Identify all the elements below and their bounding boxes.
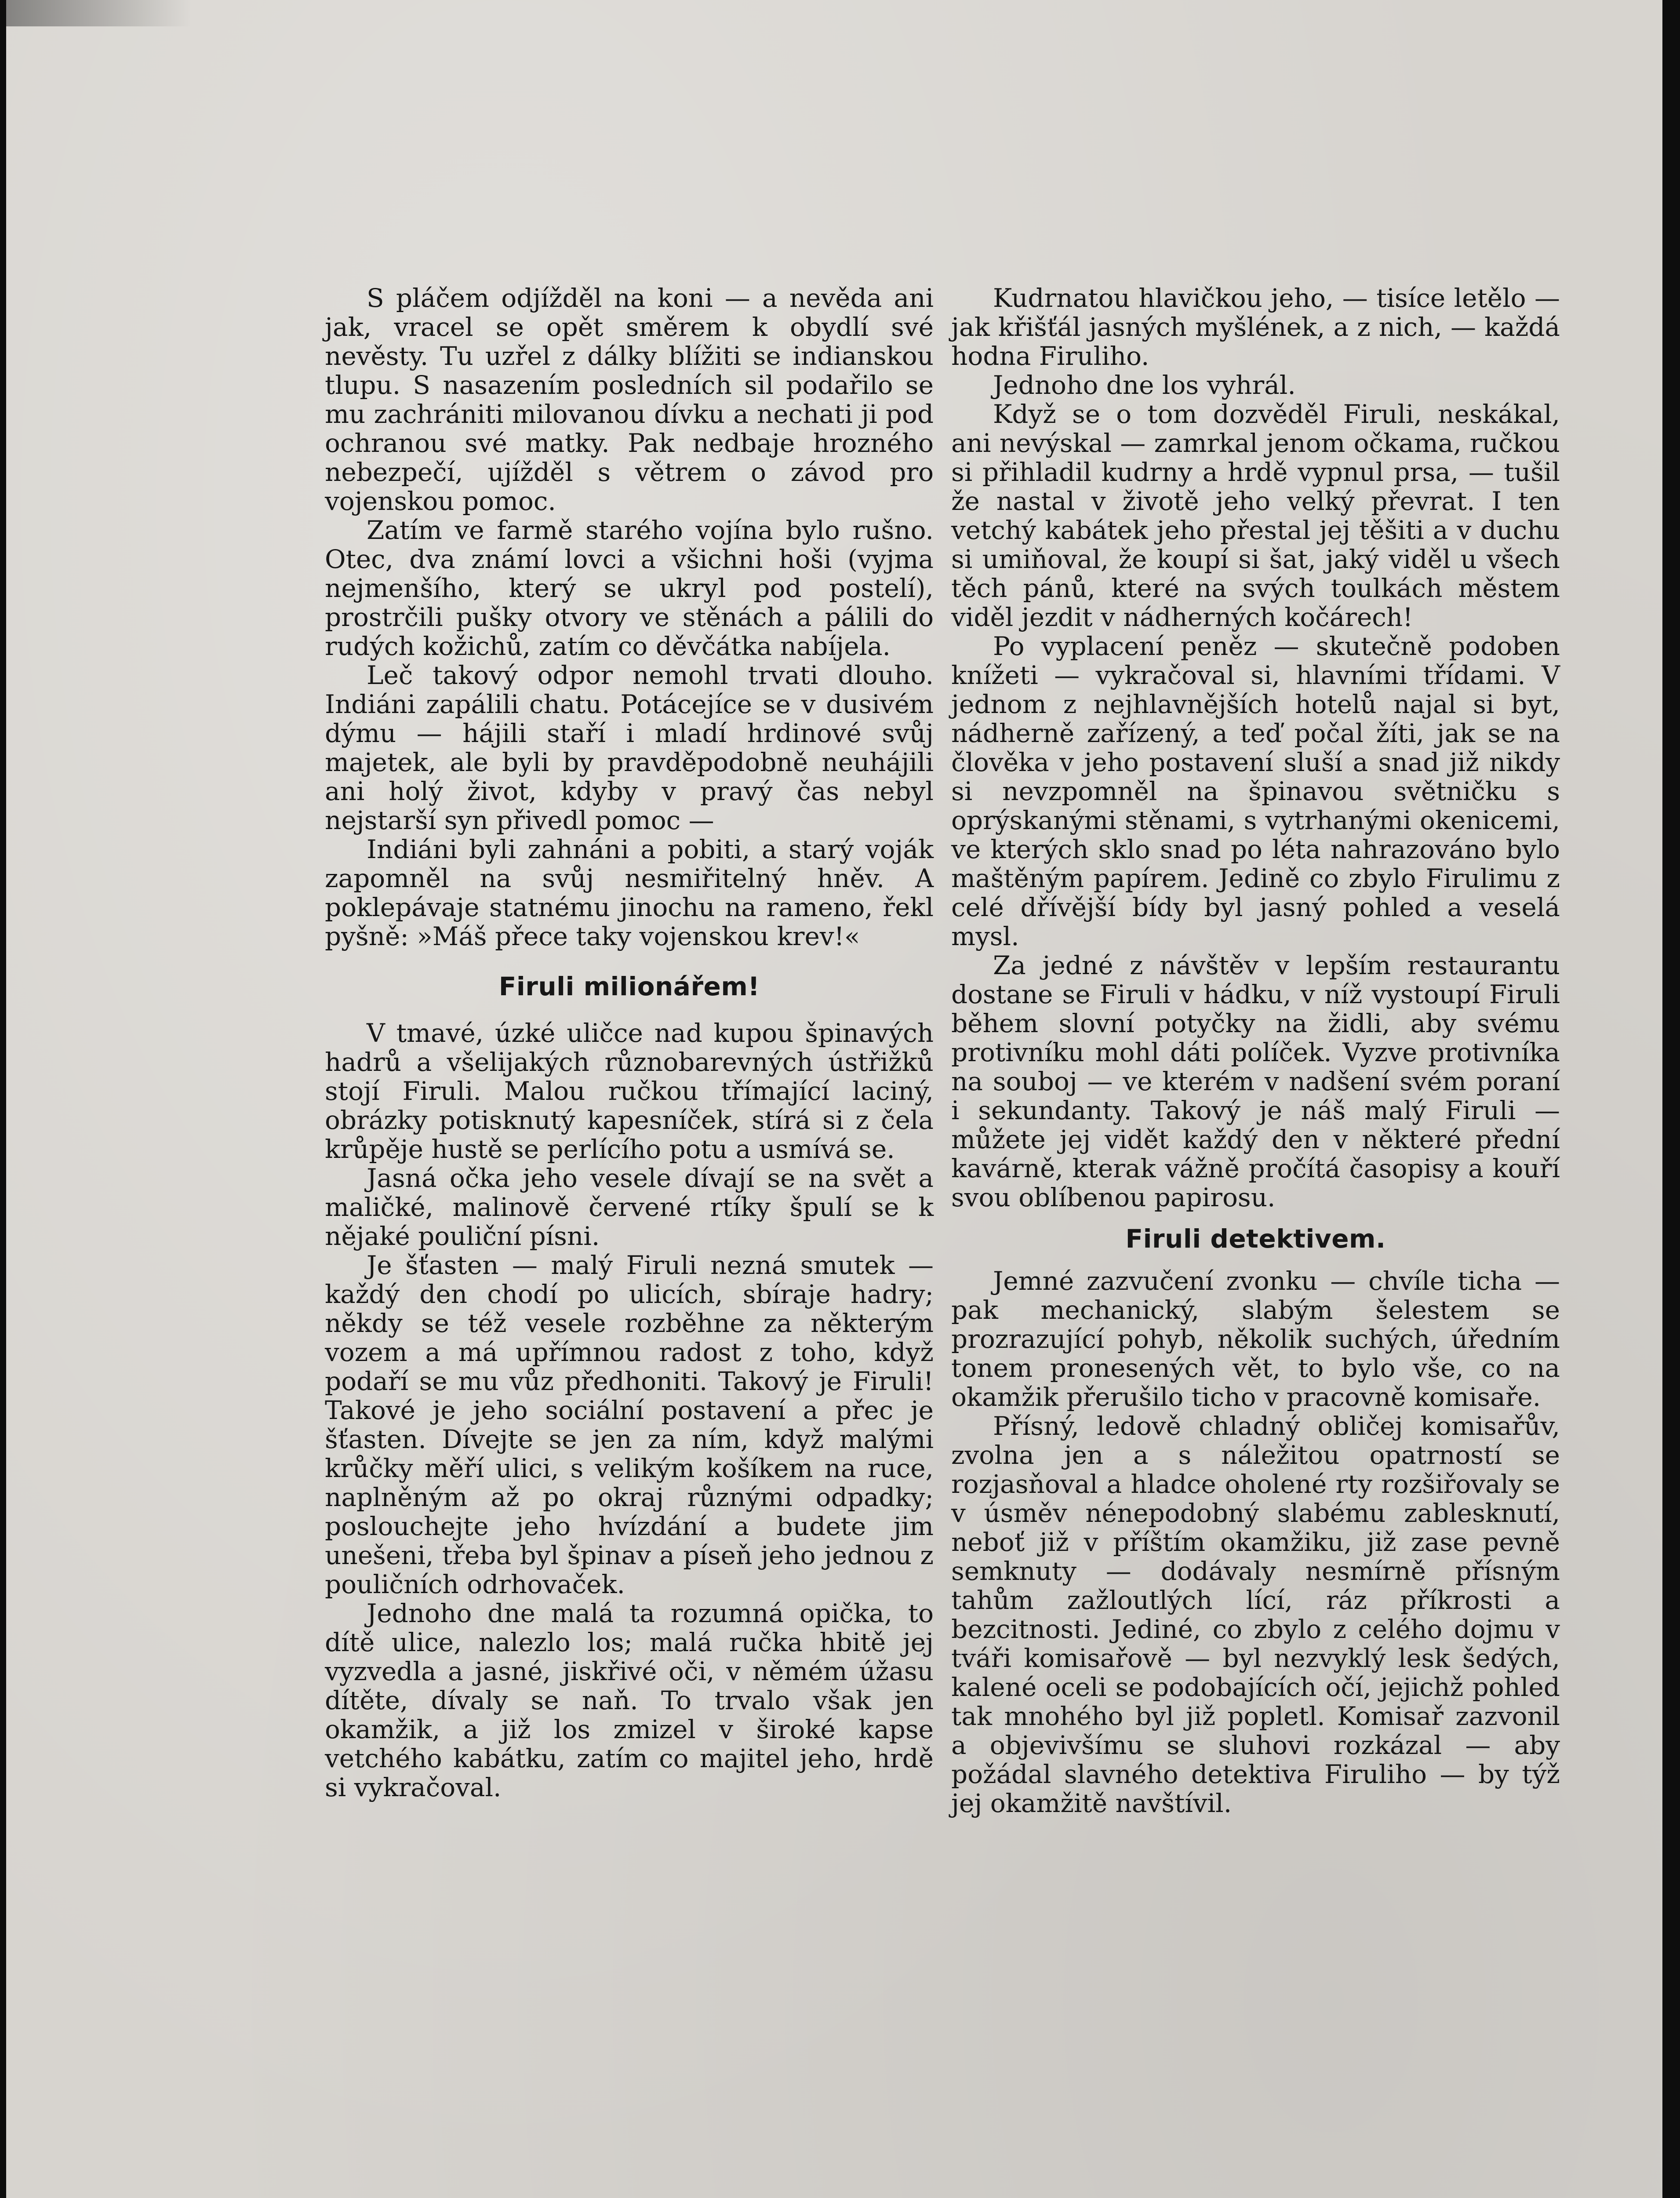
paragraph: Leč takový odpor nemohl trvati dlouho. Indiáni zapálili chatu. Potácejíce se v dusivém dýmu — hájili staří i mladí hrdinové svůj majetek, ale byli by pravděpodobně neuhájili ani holý život, kdyby v pravý čas nebyl nejstarší syn přivedl pomoc — [325,660,934,835]
paragraph: Jemné zazvučení zvonku — chvíle ticha — pak mechanický, slabým šelestem se prozrazující pohyb, několik suchých, úředním tonem pronesených vět, to bylo vše, co na okamžik přerušilo ticho v pracovně komisaře. [951,1266,1560,1412]
right-column [951,284,1560,1818]
paragraph: Za jedné z návštěv v lepším restaurantu dostane se Firuli v hádku, v níž vystoupí Firuli během slovní potyčky na židli, aby svému protivníku mohl dáti políček. Vyzve protivníka na souboj — ve kterém v nadšení svém poraní i sekundanty. Takový je náš malý Firuli — můžete jej vidět každý den v některé přední kavárně, kterak vážně pročítá časopisy a kouří svou oblíbenou papirosu. [951,950,1560,1212]
left-column [325,284,934,1802]
paragraph: Jednoho dne los vyhrál. [993,370,1296,400]
paragraph: S pláčem odjížděl na koni — a nevěda ani jak, vracel se opět směrem k obydlí své nevěsty. Tu uzřel z dálky blížiti se indianskou tlupu. S nasazením posledních sil podařilo se mu zachrániti milovanou dívku a nechati ji pod ochranou své matky. Pak nedbaje hrozného nebezpečí, ujížděl s větrem o závod pro vojenskou pomoc. [325,283,934,516]
paragraph: Indiáni byli zahnáni a pobiti, a starý voják zapomněl na svůj nesmiřitelný hněv. A poklepávaje statnému jinochu na rameno, řekl pyšně: »Máš přece taky vojenskou krev!« [325,834,934,951]
book-page [6,0,1662,2198]
paragraph: Přísný, ledově chladný obličej komisařův, zvolna jen a s náležitou opatrností se rozjasňoval a hladce oholené rty rozšiřovaly se v úsměv nénepodobný slabému zablesknutí, neboť již v příštím okamžiku, již zase pevně semknuty — dodávaly nesmírně přísným tahům zažloutlých lící, ráz příkrosti a bezcitnosti. Jediné, co zbylo z celého dojmu v tváři komisařově — byl nezvyklý lesk šedých, kalené oceli se podobajících očí, jejichž pohled tak mnohého byl již popletl. Komisař zazvonil a objevivšímu se sluhovi rozkázal — aby požádal slavného detektiva Firuliho — by týž jej okamžitě navštívil. [951,1411,1560,1818]
section-heading: Firuli detektivem. [1125,1224,1386,1254]
paragraph: Když se o tom dozvěděl Firuli, neskákal, ani nevýskal — zamrkal jenom očkama, ručkou si přihladil kudrny a hrdě vypnul prsa, — tušil že nastal v životě jeho velký převrat. I ten vetchý kabátek jeho přestal jej těšiti a v duchu si umiňoval, že koupí si šat, jaký viděl u všech těch pánů, které na svých toulkách městem viděl jezdit v nádherných kočárech! [951,399,1560,632]
paragraph: Jasná očka jeho vesele dívají se na svět a maličké, malinově červené rtíky špulí se k nějaké pouliční písni. [325,1163,934,1251]
section-heading: Firuli milionářem! [498,972,760,1001]
paragraph: Po vyplacení peněz — skutečně podoben knížeti — vykračoval si, hlavními třídami. V jednom z nejhlavnějších hotelů najal si byt, nádherně zařízený, a teď počal žíti, jak se na člověka v jeho postavení sluší a snad již nikdy si nevzpomněl na špinavou světničku s oprýskanými stěnami, s vytrhanými okenicemi, ve kterých sklo snad po léta nahrazováno bylo maštěným papírem. Jedině co zbylo Firulimu z celé dřívější bídy byl jasný pohled a veselá mysl. [951,631,1560,951]
paragraph: Jednoho dne malá ta rozumná opička, to dítě ulice, nalezlo los; malá ručka hbitě jej vyzvedla a jasné, jiskřivé oči, v němém úžasu dítěte, dívaly se naň. To trvalo však jen okamžik, a již los zmizel v široké kapse vetchého kabátku, zatím co majitel jeho, hrdě si vykračoval. [325,1598,934,1802]
paragraph: Zatím ve farmě starého vojína bylo rušno. Otec, dva známí lovci a všichni hoši (vyjma nejmenšího, který se ukryl pod postelí), prostrčili pušky otvory ve stěnách a pálili do rudých kožichů, zatím co děvčátka nabíjela. [325,515,934,661]
paragraph: Je šťasten — malý Firuli nezná smutek — každý den chodí po ulicích, sbíraje hadry; někdy se též vesele rozběhne za některým vozem a má upřímnou radost z toho, když podaří se mu vůz předhoniti. Takový je Firuli! Takové je jeho sociální postavení a přec je šťasten. Dívejte se jen za ním, když malými krůčky měří ulici, s velikým košíkem na ruce, naplněným až po okraj různými odpadky; poslouchejte jeho hvízdání a budete jim unešeni, třeba byl špinav a píseň jeho jednou z pouličních odrhovaček. [325,1250,934,1599]
paragraph: V tmavé, úzké uličce nad kupou špinavých hadrů a všelijakých různobarevných ústřižků stojí Firuli. Malou ručkou třímající laciný, obrázky potisknutý kapesníček, stírá si z čela krůpěje hustě se perlícího potu a usmívá se. [325,1018,934,1164]
scan-edge-stain [6,0,191,26]
paragraph: Kudrnatou hlavičkou jeho, — tisíce letělo — jak křišťál jasných myšlének, a z nich, — každá hodna Firuliho. [951,283,1560,371]
